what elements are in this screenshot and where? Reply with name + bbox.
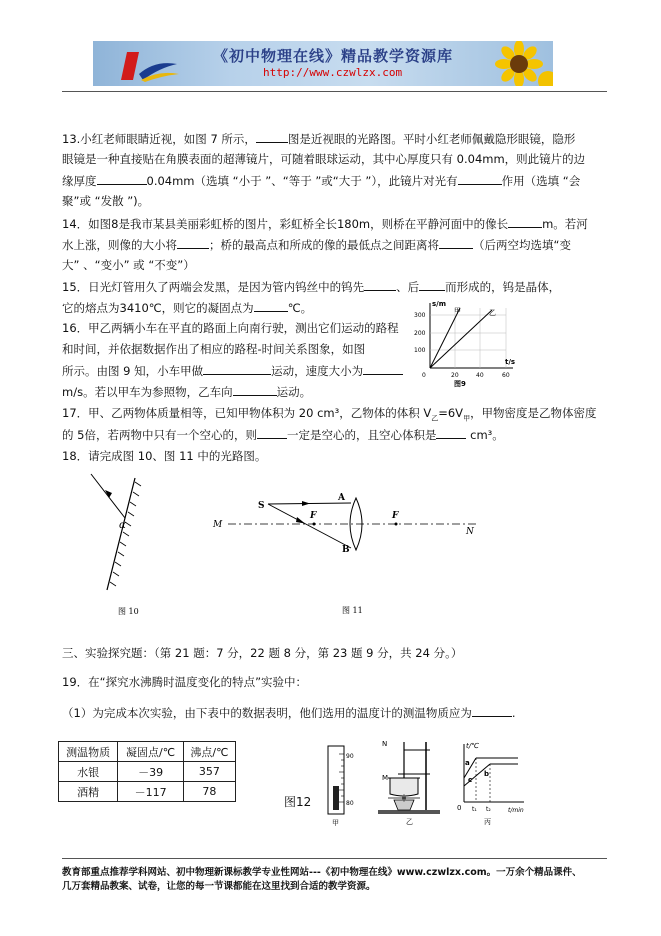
- q19-1-blank[interactable]: [472, 705, 512, 717]
- q13-line3: 缘厚度 0.04mm（选填 “小于 ”、“等于 ”或“大于 ”），此镜片对光有 作用（选填 “会: [62, 174, 581, 188]
- fig10-angle-label: α: [119, 520, 126, 531]
- q15-line2: 它的熔点为3410℃，则它的凝固点为 ℃。: [62, 301, 313, 315]
- q14-line3: 大” 、“变小” 或 “不变”）: [62, 258, 195, 272]
- q16-line2: 和时间，并依据数据作出了相应的路程-时间关系图象，如图: [62, 342, 366, 356]
- q16-line1: 16．甲乙两辆小车在平直的路面上向南行驶，测出它们运动的路程: [62, 321, 399, 335]
- q16-line3: 所示。由图 9 知，小车甲做 运动，速度大小为: [62, 363, 403, 378]
- fig12-xaxis-label: t/min: [508, 807, 524, 814]
- fig11-arrow-A: [302, 501, 310, 506]
- fig12-label-t1: t₁: [472, 806, 477, 813]
- table-cell: 酒精: [59, 782, 118, 802]
- q13-blank2[interactable]: [97, 173, 147, 185]
- fig12-label-N: N: [382, 740, 388, 748]
- q13-line2: 眼镜是一种直接贴在角膜表面的超薄镜片，可随着眼球运动，其中心厚度只有 0.04mm，则此镜片的边: [62, 152, 586, 166]
- q17-line2: 的 5倍，若两物中只有一个空心的，则 一定是空心的，且空心体积是 cm³。: [62, 428, 504, 442]
- fig12-thermometer: [318, 742, 360, 828]
- q14-blank1[interactable]: [508, 216, 542, 228]
- fig11-label-M: M: [213, 520, 223, 530]
- fig11-focus-right: [395, 523, 398, 526]
- fig9-ytick-200: 200: [414, 330, 426, 337]
- fig12-temperature-graph: [452, 738, 527, 828]
- fig12-tick-80: 80: [346, 800, 354, 807]
- fig9-grid: [430, 308, 506, 368]
- q15-blank3[interactable]: [254, 300, 288, 312]
- header-banner: [93, 41, 553, 86]
- banner-url[interactable]: http://www.czwlzx.com: [263, 66, 403, 79]
- sunflower-icon: [485, 41, 553, 86]
- table-row: [59, 782, 236, 802]
- table-header: 凝固点/℃: [118, 742, 183, 762]
- q16-blank3[interactable]: [233, 384, 277, 396]
- header-divider: [62, 91, 607, 92]
- fig12-label-yi: 乙: [406, 818, 413, 826]
- table-cell: －117: [118, 782, 183, 802]
- fig9-xtick-0: 0: [422, 372, 426, 379]
- q18-line: 18．请完成图 10、图 11 中的光路图。: [62, 449, 267, 463]
- fig11-label-S: S: [258, 501, 265, 511]
- fig12-caption: 图12: [284, 795, 312, 809]
- q14-blank2[interactable]: [177, 237, 209, 249]
- table-cell: 水银: [59, 762, 118, 782]
- fig12-label-t2: t₂: [486, 806, 491, 813]
- table-row: [59, 762, 236, 782]
- fig11-focus-left: [313, 523, 316, 526]
- table-header: 测温物质: [59, 742, 118, 762]
- fig9-line-jia: [430, 308, 460, 368]
- fig12-label-origin: 0: [457, 804, 462, 812]
- fig9-ytick-100: 100: [414, 347, 426, 354]
- q13-blank1[interactable]: [256, 131, 288, 143]
- fig12-label-jia: 甲: [332, 819, 339, 827]
- fig11-caption: 图 11: [342, 606, 363, 615]
- section-3-heading: 三、实验探究题：（第 21 题：7 分，22 题 8 分，第 23 题 9 分，共 24 分。）: [62, 646, 463, 660]
- q15-blank1[interactable]: [364, 279, 396, 291]
- q15-blank2[interactable]: [419, 279, 445, 291]
- fig10-mirror-surface: [107, 478, 135, 590]
- fig11-arrow-B: [296, 517, 305, 524]
- fig12-label-bing: 丙: [484, 818, 491, 826]
- q13-line4: 聚”或 “发散 ”)。: [62, 194, 150, 208]
- footer-line1: 教育部重点推荐学科网站、初中物理新课标教学专业性网站---《初中物理在线》www.czwlzx.com。一万余个精品课件、: [62, 867, 582, 878]
- fig12-label-b: b: [484, 770, 490, 778]
- fig9-label-yi: 乙: [489, 309, 496, 317]
- fig11-label-N: N: [466, 527, 474, 537]
- fig9-xtick-60: 60: [502, 372, 510, 379]
- fig9-label-jia: 甲: [454, 307, 461, 315]
- fig10-caption: 图 10: [118, 607, 139, 616]
- figure-10-mirror: [85, 468, 155, 618]
- fig12-yaxis-label: t/℃: [466, 742, 479, 750]
- fig12-thermometer-liquid: [333, 786, 339, 810]
- fig9-xlabel: t/s: [505, 358, 516, 366]
- fig12-label-M: M: [382, 774, 389, 782]
- footer-line2: 几万套精品教案、试卷，让您的每一节课都能在这里找到合适的教学资源。: [62, 881, 376, 892]
- site-logo-icon: [115, 44, 185, 84]
- fig11-label-F-left: F: [310, 511, 317, 521]
- fig12-apparatus: [374, 736, 444, 828]
- banner-title: 《初中物理在线》精品教学资源库: [213, 47, 454, 65]
- figure-11-lens: [210, 490, 495, 615]
- table-cell: －39: [118, 762, 183, 782]
- fig12-label-a: a: [465, 759, 470, 767]
- q16-line4: m/s。若以甲车为参照物，乙车向 运动。: [62, 385, 312, 399]
- q17-blank1[interactable]: [257, 427, 287, 439]
- q17-line1: 17．甲、乙两物体质量相等，已知甲物体积为 20 cm³，乙物体的体积 $V_乙=6V_甲$，甲物密度是乙物体密度: [62, 406, 597, 423]
- q15-line1: 15．日光灯管用久了两端会发黑，是因为管内钨丝中的钨先 、后 而形成的，钨是晶体，: [62, 280, 561, 294]
- fig11-label-B: B: [342, 545, 350, 555]
- q19-line: 19．在“探究水沸腾时温度变化的特点”实验中：: [62, 675, 308, 689]
- fig9-xtick-40: 40: [476, 372, 484, 379]
- q13-line1: 13.小红老师眼睛近视，如图 7 所示， 图是近视眼的光路图。平时小红老师佩戴隐形眼镜，隐形: [62, 132, 576, 146]
- table-cell: 357: [183, 762, 235, 782]
- figure-9-graph: [408, 298, 518, 390]
- table-header-row: [59, 742, 236, 762]
- fig12-label-c: c: [468, 776, 473, 784]
- fig11-label-F-right: F: [392, 511, 399, 521]
- q14-line2: 水上涨，则像的大小将 ；桥的最高点和所成的像的最低点之间距离将 （后两空均选填“变: [62, 238, 571, 252]
- material-table: [58, 741, 236, 802]
- fig10-mirror-hatch: [110, 482, 141, 586]
- table-header: 沸点/℃: [183, 742, 235, 762]
- q16-blank2[interactable]: [363, 363, 403, 375]
- fig11-label-A: A: [338, 493, 345, 503]
- fig12-tick-90: 90: [346, 753, 354, 760]
- fig9-xtick-20: 20: [451, 372, 459, 379]
- q14-line1: 14．如图8是我市某县美丽彩虹桥的图片，彩虹桥全长180m，则桥在平静河面中的像长 m。若河: [62, 217, 588, 231]
- q17-blank2[interactable]: [436, 427, 466, 439]
- q16-blank1[interactable]: [203, 363, 271, 375]
- q13-blank3[interactable]: [458, 173, 502, 185]
- table-cell: 78: [183, 782, 235, 802]
- fig9-ytick-300: 300: [414, 312, 426, 319]
- fig9-line-yi: [430, 310, 492, 368]
- footer-divider: [62, 858, 607, 859]
- q19-1-line: （1）为完成本次实验，由下表中的数据表明，他们选用的温度计的测温物质应为 .: [62, 706, 516, 720]
- fig9-caption: 图9: [454, 380, 466, 388]
- q14-blank3[interactable]: [439, 237, 473, 249]
- fig9-ylabel: s/m: [432, 300, 447, 308]
